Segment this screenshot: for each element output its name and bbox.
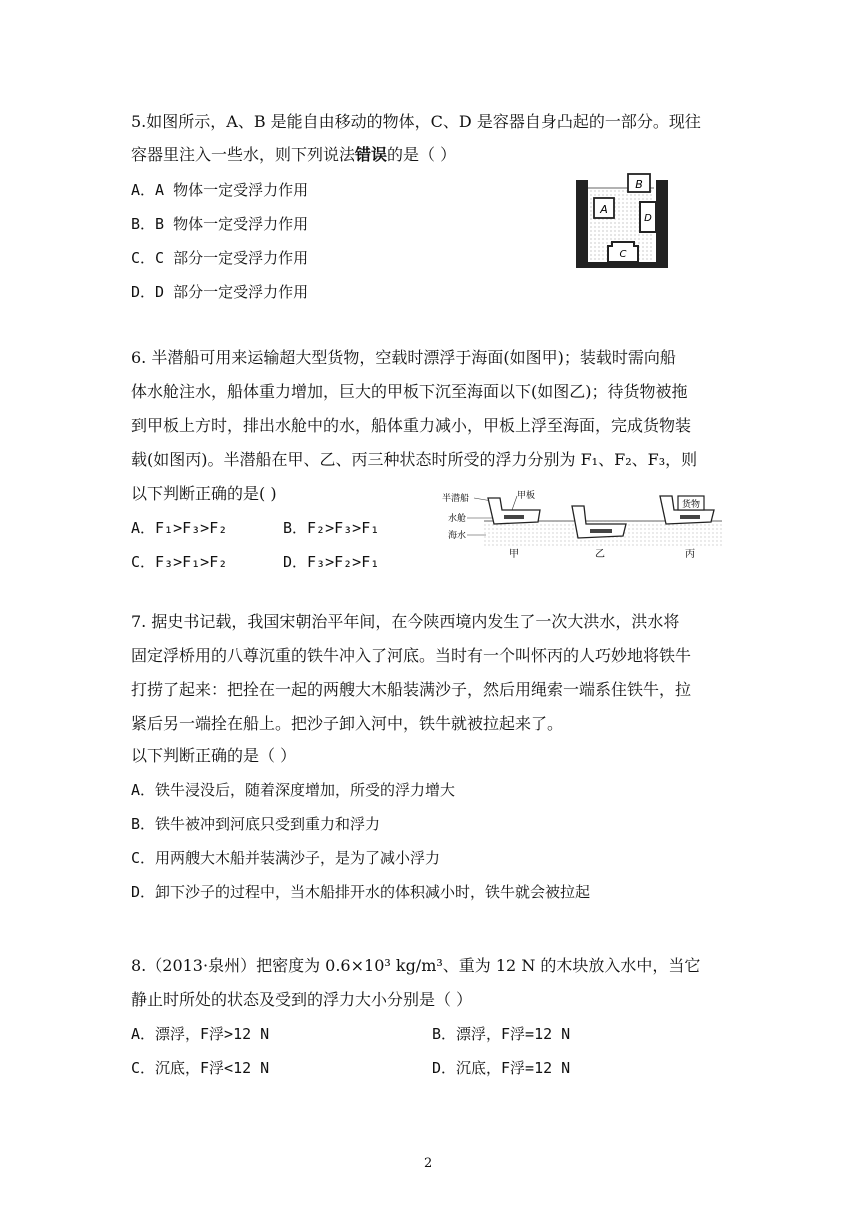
q5-label-c: C <box>619 249 627 260</box>
q5-label-d: D <box>644 213 652 224</box>
q5-label-b: B <box>635 178 643 191</box>
q8-option-c: C．沉底，F浮<12 N <box>131 1059 270 1077</box>
q6-stem-line-2: 体水舱注水，船体重力增加，巨大的甲板下沉至海面以下(如图乙)；待货物被拖 <box>131 382 688 401</box>
q6-ship-figure <box>428 484 726 562</box>
q8-option-d: D．沉底，F浮=12 N <box>432 1059 571 1077</box>
q6-stem-line-5: 以下判断正确的是( ) <box>131 484 277 503</box>
q6-label-yi: 乙 <box>595 549 605 560</box>
q7-option-c: C．用两艘大木船并装满沙子，是为了减小浮力 <box>131 849 441 867</box>
q5-container-figure <box>574 170 670 270</box>
q5-option-d: D．D 部分一定受浮力作用 <box>131 283 309 301</box>
q7-option-b: B．铁牛被冲到河底只受到重力和浮力 <box>131 815 381 833</box>
q6-option-d: D．F₃>F₂>F₁ <box>283 553 380 571</box>
q6-label-ship: 半潜船 <box>442 494 470 504</box>
q6-label-deck: 甲板 <box>517 491 536 501</box>
q6-label-cargo: 货物 <box>681 500 701 510</box>
q6-label-bing: 丙 <box>685 549 695 560</box>
q6-option-a: A．F₁>F₃>F₂ <box>131 519 228 537</box>
q5-stem-line-1: 5.如图所示，A、B 是能自由移动的物体，C、D 是容器自身凸起的一部分。现往 <box>131 112 701 131</box>
q5-option-b: B．B 物体一定受浮力作用 <box>131 215 309 233</box>
q5-stem-paren: 的是（ ） <box>387 145 457 164</box>
q8-stem-line-1: 8.（2013·泉州）把密度为 0.6×10³ kg/m³、重为 12 N 的木块放入水中，当它 <box>131 956 701 975</box>
q6-stem-line-3: 到甲板上方时，排出水舱中的水，船体重力减小，甲板上浮至海面，完成货物装 <box>131 416 692 435</box>
q7-option-d: D．卸下沙子的过程中，当木船排开水的体积减小时，铁牛就会被拉起 <box>131 883 591 901</box>
q5-stem-line-2 <box>131 145 456 165</box>
q7-stem-line-4: 紧后另一端拴在船上。把沙子卸入河中，铁牛就被拉起来了。 <box>131 714 564 733</box>
q6-option-b: B．F₂>F₃>F₁ <box>283 519 380 537</box>
q8-stem-line-2: 静止时所处的状态及受到的浮力大小分别是（ ） <box>131 990 473 1009</box>
q8-option-a: A．漂浮，F浮>12 N <box>131 1025 270 1043</box>
q7-stem-line-5: 以下判断正确的是（ ） <box>131 746 297 765</box>
page-number: 2 <box>424 1156 433 1171</box>
q5-option-a: A．A 物体一定受浮力作用 <box>131 181 309 199</box>
q6-option-c: C．F₃>F₁>F₂ <box>131 553 228 571</box>
q5-option-c: C．C 部分一定受浮力作用 <box>131 249 309 267</box>
q6-label-jia: 甲 <box>509 549 519 560</box>
q5-stem-text: 容器里注入一些水，则下列说法 <box>131 145 356 164</box>
q6-stem-line-1: 6. 半潜船可用来运输超大型货物，空载时漂浮于海面(如图甲)；装载时需向船 <box>131 348 676 367</box>
q6-label-tank: 水舱 <box>448 514 467 524</box>
q7-stem-line-3: 打捞了起来：把拴在一起的两艘大木船装满沙子，然后用绳索一端系住铁牛，拉 <box>131 680 692 699</box>
q5-emphasis-wrong: 错误 <box>355 145 388 164</box>
q6-label-sea: 海水 <box>448 531 467 541</box>
q5-label-a: A <box>600 203 608 216</box>
q8-option-b: B．漂浮，F浮=12 N <box>432 1025 571 1043</box>
q7-option-a: A．铁牛浸没后，随着深度增加，所受的浮力增大 <box>131 781 456 799</box>
q7-stem-line-1: 7. 据史书记载，我国宋朝治平年间，在今陕西境内发生了一次大洪水，洪水将 <box>131 612 680 631</box>
q7-stem-line-2: 固定浮桥用的八尊沉重的铁牛冲入了河底。当时有一个叫怀丙的人巧妙地将铁牛 <box>131 646 692 665</box>
q6-stem-line-4: 载(如图丙)。半潜船在甲、乙、丙三种状态时所受的浮力分别为 F₁、F₂、F₃，则 <box>131 450 698 469</box>
